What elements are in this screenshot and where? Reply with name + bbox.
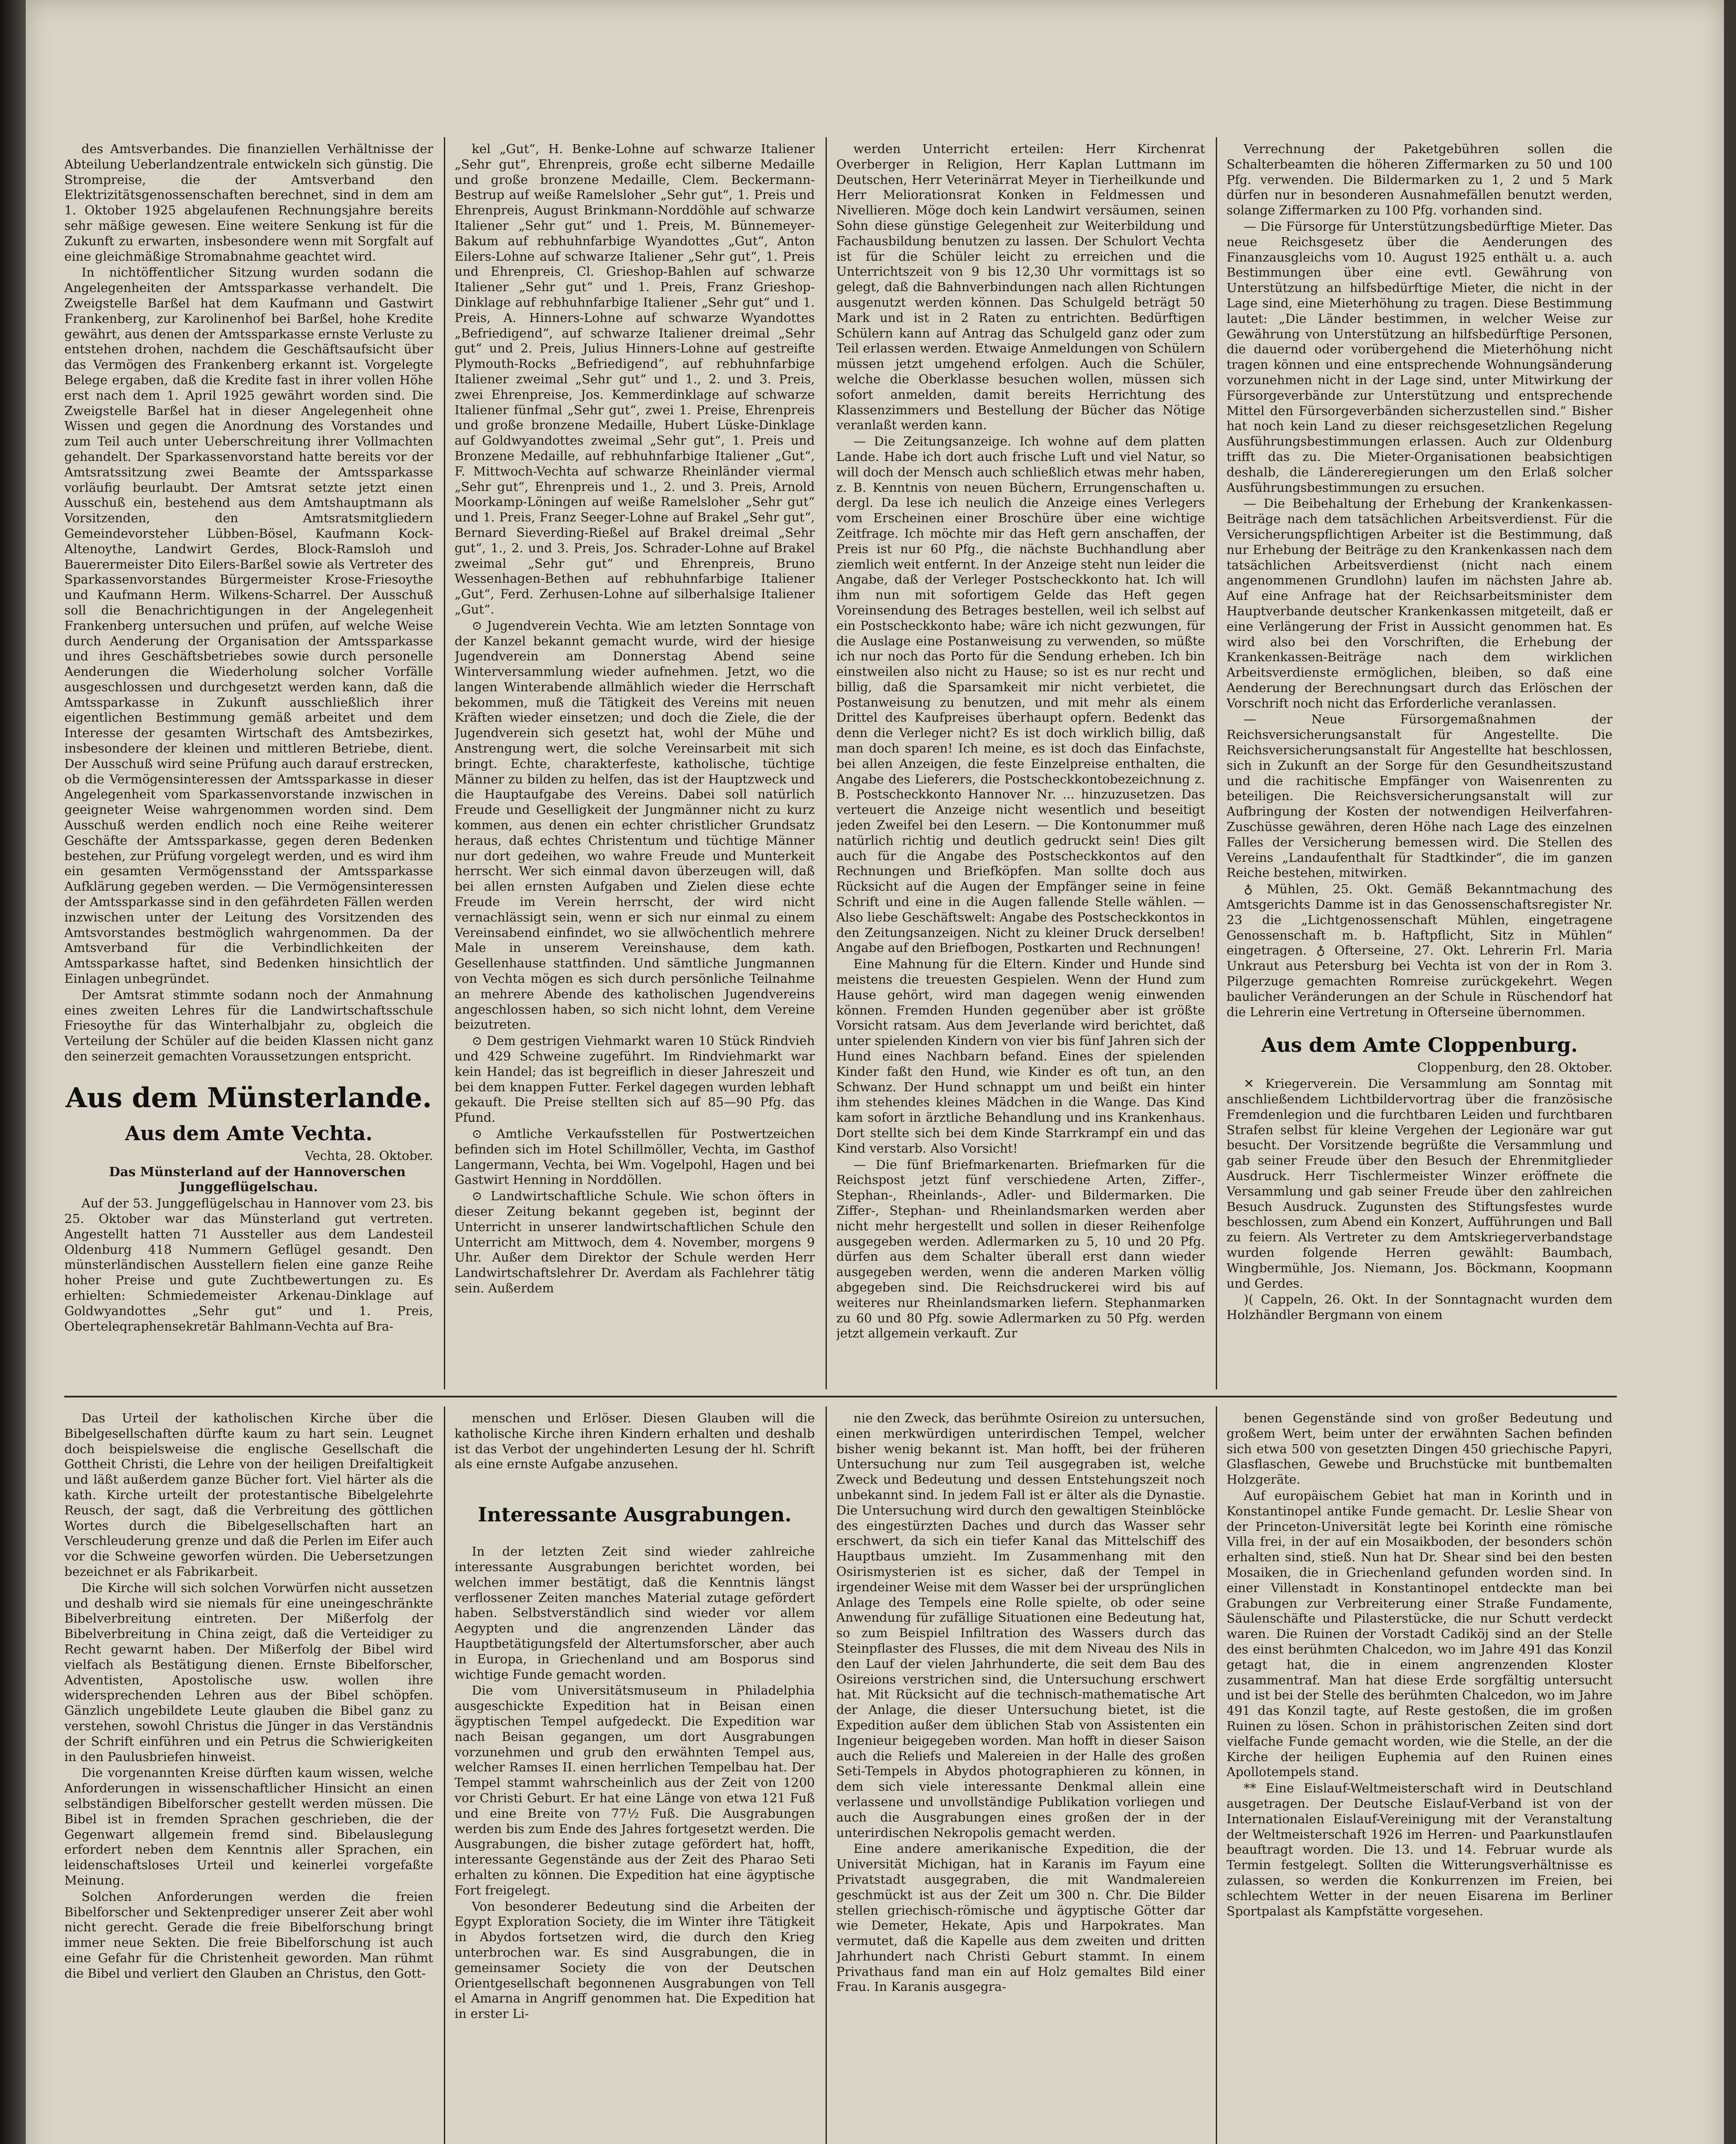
dateline: Vechta, 28. Oktober. (304, 1148, 433, 1163)
column-rule (826, 1406, 827, 2144)
paragraph: des Amtsverbandes. Die finanziellen Verhältnisse der Abteilung Ueberlandzentrale entwickeln sich günstig. Die Strompreise, die der Amtsverband den Elektrizitätsgenossenschaften berechnet, sind in dem am 1. Oktober 1925 abgelaufenen Rechnungsjahre bereits sehr mäßige gewesen. Eine weitere Senkung ist für die Zukunft zu erwarten, insbesondere wenn mit Sorgfalt auf eine gleichmäßige Stromabnahme geachtet wird. (64, 142, 433, 264)
column-4-lower (1227, 1411, 1612, 2144)
dateline: Cloppenburg, den 28. Oktober. (1417, 1060, 1612, 1075)
section-heading: Aus dem Münsterlande. (66, 1081, 432, 1114)
column-1-upper (64, 142, 433, 1385)
paragraph: ⊙ Jugendverein Vechta. Wie am letzten Sonntage von der Kanzel bekannt gemacht wurde, wird der hiesige Jugendverein am Donnerstag Abend seine Winterversammlung wieder aufnehmen. Jetzt, wo die langen Winterabende allmählich wieder die Herrschaft bekommen, muß die Tätigkeit des Vereins mit neuen Kräften wieder einsetzen; und doch die Ziele, die der Jugendverein sich gesetzt hat, wohl der Mühe und Anstrengung wert, die solche Vereinsarbeit mit sich bringt. Echte, charakterfeste, katholische, tüchtige Männer zu bilden zu helfen, das ist der Hauptzweck und die Hauptaufgabe des Vereins. Dabei soll natürlich Freude und Geselligkeit der Jungmänner nicht zu kurz kommen, aus denen ein echter christlicher Grundsatz heraus, daß echtes Christentum und tüchtige Männer nur dort gedeihen, wo wahre Freude und Munterkeit herrscht. Wer sich einmal davon überzeugen will, daß bei allen ernsten Aufgaben und Zielen diese echte Freude im Verein herrscht, der wird nicht vernachlässigt sein, wenn er sich nur einmal zu einem Vereinsabend einfindet, wo sie allwöchentlich mehrere Male in unserem Vereinshause, dem kath. Gesellenhause stattfinden. Und sämtliche Jungmannen von Vechta mögen es sich durch persönliche Teilnahme an mehrere Abende des katholischen Jugendvereins angeschlossen haben, so sich nicht lohnt, dem Vereine beizutreten. (455, 618, 815, 1032)
column-1-lower (64, 1411, 433, 2144)
paragraph: Die vom Universitätsmuseum in Philadelphia ausgeschickte Expedition hat in Beisan einen ägyptischen Tempel aufgedeckt. Die Expedition war nach Beisan gegangen, um dort Ausgrabungen vorzunehmen und grub den erwähnten Tempel aus, welcher Ramses II. einen herrlichen Tempelbau hat. Der Tempel stammt wahrscheinlich aus der Zeit von 1200 vor Christi Geburt. Er hat eine Länge von etwa 121 Fuß und eine Breite von 77½ Fuß. Die Ausgrabungen werden bis zum Ende des Jahres fortgesetzt werden. Die Ausgrabungen, die bisher zutage gefördert hat, hofft, interessante Gegenstände aus der Zeit des Pharao Seti erhalten zu können. Die Expedition hat eine ägyptische Fort freigelegt. (455, 1683, 815, 1897)
column-3-upper (836, 142, 1205, 1385)
paragraph: — Die Zeitungsanzeige. Ich wohne auf dem platten Lande. Habe ich dort auch frische Luft und viel Natur, so will doch der Mensch auch schließlich etwas mehr haben, z. B. Kenntnis von neuen Büchern, Errungenschaften u. dergl. Da lese ich neulich die Anzeige eines Verlegers vom Erscheinen einer Broschüre über eine wichtige Zeitfrage. Ich möchte mir das Heft gern anschaffen, der Preis ist nur 60 Pfg., die nächste Buchhandlung aber ziemlich weit entfernt. In der Anzeige steht nun leider die Angabe, daß der Verleger Postscheckkonto hat. Ich will ihm nun mit sofortigem Gelde das Heft gegen Voreinsendung des Betrages bestellen, weil ich selbst auf ein Postscheckkonto habe; wäre ich nicht gezwungen, für die Auslage eine Postanweisung zu verwenden, so müßte ich nur noch das Porto für die Sendung erheben. Ich bin einstweilen also nicht zu Hause; so ist es nur recht und billig, daß die Sparsamkeit mir nicht verbietet, die Postanweisung zu benutzen, und mit mehr als einem Drittel des Kaufpreises überhaupt opfern. Bedenkt das denn die Verleger nicht? Es ist doch wirklich billig, daß man doch sparen! Ich meine, es ist doch das Einfachste, bei allen Anzeigen, die feste Einzelpreise enthalten, die Angabe des Lieferers, die Postscheckkontobezeichnung z. B. Postscheckkonto Hannover Nr. ... hinzuzusetzen. Das verteuert die Anzeige nicht wesentlich und beseitigt jeden Zweifel bei den Lesern. — Die Kontonummer muß natürlich richtig und deutlich gedruckt sein! Dies gilt auch für die Angabe des Postscheckkontos auf den Rechnungen und Briefköpfen. Man sollte doch aus Rücksicht auf die Augen der Empfänger seine in feine Schrift und eine in die Augen fallende Stelle wählen. — Also liebe Geschäftswelt: Angabe des Postscheckkontos in den Zeitungsanzeigen. Nicht zu kleiner Druck derselben! Angabe auf den Briefbogen, Postkarten und Rechnungen! (836, 434, 1205, 955)
paragraph: In nichtöffentlicher Sitzung wurden sodann die Angelegenheiten der Amtssparkasse verhandelt. Die Zweigstelle Barßel hat dem Kaufmann und Gastwirt Frankenberg, zur Karolinenhof bei Barßel, hohe Kredite gewährt, aus denen der Amtssparkasse ernste Verluste zu entstehen drohen, nachdem die Geschäftsaufsicht über das Vermögen des Frankenberg erkannt ist. Vorgelegte Belege ergaben, daß die Kredite fast in ihrer vollen Höhe erst nach dem 1. April 1925 gewährt worden sind. Die Zweigstelle Barßel hat in dieser Angelegenheit ohne Wissen und gegen die Anordnung des Vorstandes und zum Teil auch unter Ueberschreitung ihrer Vollmachten gehandelt. Der Sparkassenvorstand hatte bereits vor der Amtsratssitzung zwei Beamte der Amtssparkasse vorläufig beurlaubt. Der Amtsrat setzte jetzt einen Ausschuß ein, bestehend aus dem Amtshauptmann als Vorsitzenden, den Amtsratsmitgliedern Gemeindevorsteher Lübben-Bösel, Kaufmann Kock-Altenoythe, Landwirt Gerdes, Block-Ramsloh und Bauerermeister Dito Eilers-Barßel sowie als Vertreter des Sparkassenvorstandes Bürgermeister Krose-Friesoythe und Kaufmann Herm. Wilkens-Scharrel. Der Ausschuß soll die Benachrichtigungen in der Angelegenheit Frankenberg untersuchen und prüfen, auf welche Weise durch Aenderung der Organisation der Amtssparkasse und ihres Geschäftsbetriebes sowie durch personelle Aenderungen die Wiederholung solcher Vorfälle ausgeschlossen und durchgesetzt werden kann, daß die Amtssparkasse in Zukunft ausschließlich ihrer eigentlichen Bestimmung gemäß arbeitet und dem Interesse der gesamten Wirtschaft des Amtsbezirkes, insbesondere der kleinen und mittleren Betriebe, dient. Der Ausschuß wird seine Prüfung auch darauf erstrecken, ob die Vermögensinteressen der Amtssparkasse in dieser Angelegenheit vom Sparkassenvorstande inzwischen in geeigneter Weise wahrgenommen worden sind. Dem Ausschuß werden endlich noch eine Reihe weiterer Geschäfte der Amtssparkasse, gegen deren Bedenken bestehen, zur Prüfung vorgelegt werden, und es wird ihm ein gesamten Vermögensstand der Amtssparkasse Aufklärung gegeben werden. — Die Vermögensinteressen der Amtssparkasse sind in den gefährdeten Fällen werden inzwischen unter der Leitung des Vorsitzenden des Amtsvorstandes bestmöglich wahrgenommen. Da der Amtsverband für die Verbindlichkeiten der Amtssparkasse haftet, sind Bedenken hinsichtlich der Einlagen unbegründet. (64, 265, 433, 986)
paragraph: Verrechnung der Paketgebühren sollen die Schalterbeamten die höheren Ziffermarken zu 50 und 100 Pfg. verwenden. Die Bildermarken zu 1, 2 und 5 Mark dürfen nur in besonderen Ausnahmefällen benutzt werden, solange Ziffermarken zu 100 Pfg. vorhanden sind. (1227, 142, 1612, 218)
column-2-lower (455, 1411, 815, 2144)
paragraph: ⊙ Landwirtschaftliche Schule. Wie schon öfters in dieser Zeitung bekannt gegeben ist, beginnt der Unterricht in unserer landwirtschaftlichen Schule den Unterricht am Mittwoch, dem 4. November, morgens 9 Uhr. Außer dem Direktor der Schule werden Herr Landwirtschaftslehrer Dr. Averdam als Fachlehrer tätig sein. Außerdem (455, 1189, 815, 1295)
paragraph: — Neue Fürsorgemaßnahmen der Reichsversicherungsanstalt für Angestellte. Die Reichsversicherungsanstalt für Angestellte hat beschlossen, sich in Zukunft an der Sorge für den Gesundheitszustand und die rachitische Empfänger von Waisenrenten zu beteiligen. Die Reichsversicherungsanstalt will zur Aufbringung der Kosten der notwendigen Heilverfahren-Zuschüsse gewähren, deren Höhe nach Lage des einzelnen Falles der Versicherung bemessen wird. Die Stellen des Vereins „Landaufenthalt für Stadtkinder“, die im ganzen Reiche bestehen, mitwirken. (1227, 712, 1612, 880)
paragraph: In der letzten Zeit sind wieder zahlreiche interessante Ausgrabungen berichtet worden, bei welchen immer bestätigt, daß die Kenntnis längst verflossener Zeiten manches Material zutage gefördert haben. Selbstverständlich sind wieder vor allem Aegypten und die angrenzenden Länder das Hauptbetätigungsfeld der Altertumsforscher, aber auch in Europa, in Griechenland und am Bosporus sind wichtige Funde gemacht worden. (455, 1544, 815, 1682)
paragraph: nie den Zweck, das berühmte Osireion zu untersuchen, einen merkwürdigen unterirdischen Tempel, welcher bisher wenig bekannt ist. Man hofft, bei der früheren Untersuchung nur zum Teil ausgegraben ist, welche Zweck und Bedeutung und dessen Entstehungszeit noch unbekannt sind. In jedem Fall ist er älter als die Dynastie. Die Untersuchung wird durch den gewaltigen Steinblöcke des eingestürzten Daches und durch das Wasser sehr erschwert, da sich ein tiefer Kanal das Mittelschiff des Hauptbaus umzieht. Im Zusammenhang mit den Osirismysterien ist es sicher, daß der Tempel in irgendeiner Weise mit dem Wasser bei der ursprünglichen Anlage des Tempels eine Rolle spielte, ob oder seine Anwendung für zufällige Situationen eine Bedeutung hat, so zum Beispiel Infiltration des Wassers durch das Steinpflaster des Flusses, die mit dem Niveau des Nils in den Lauf der vielen Jahrhunderte, die seit dem Bau des Osireions verstrichen sind, die Untersuchung erschwert hat. Mit Rücksicht auf die technisch-mathematische Art der Anlage, die dieser Untersuchung bietet, ist die Expedition außer dem üblichen Stab von Assistenten ein Ingenieur beigegeben worden. Man hofft in dieser Saison auch die Reliefs und Malereien in der Halle des großen Seti-Tempels in Abydos photographieren zu können, in dem sich viele interessante Denkmal allein eine verlassene und unvollständige Publikation vorliegen und auch die Ausgrabungen eines großen der in der unterirdischen Nekropolis gemacht werden. (836, 1411, 1205, 1840)
paragraph: ♁ Mühlen, 25. Okt. Gemäß Bekanntmachung des Amtsgerichts Damme ist in das Genossenschaftsregister Nr. 23 die „Lichtgenossenschaft Mühlen, eingetragene Genossenschaft m. b. Haftpflicht, Sitz in Mühlen“ eingetragen. ♁ Ofterseine, 27. Okt. Lehrerin Frl. Maria Unkraut aus Petersburg bei Vechta ist von der in Rom 3. Pilgerzuge gemachten Romreise zurückgekehrt. Wegen baulicher Veränderungen an der Schule in Rüschendorf hat die Lehrerin eine Vertretung in Ofterseine übernommen. (1227, 882, 1612, 1019)
section-subheading: Aus dem Amte Vechta. (125, 1121, 373, 1145)
paragraph: benen Gegenstände sind von großer Bedeutung und großem Wert, beim unter der erwähnten Sachen befinden sich etwa 500 von gesetzten Dingen 450 griechische Papyri, Glasflaschen, Gewebe und Bruchstücke mit buntbemalten Holzgeräte. (1227, 1411, 1612, 1487)
paragraph: ✕ Kriegerverein. Die Versammlung am Sonntag mit anschließendem Lichtbildervortrag über die französische Fremdenlegion und die furchtbaren Leiden und furchtbaren Strafen selbst für kleine Vergehen der Legionäre war gut besucht. Der Vorsitzende begrüßte die Versammlung und gab seiner Freude über den Besuch der Ehrenmitglieder Ausdruck. Herr Tischlermeister Winzer eröffnete die Versammlung und gab seiner Freude über den zahlreichen Besuch Ausdruck. Zugunsten des Stiftungsfestes wurde beschlossen, zum Abend ein Konzert, Aufführungen und Ball zu feiern. Als Vertreter zu dem Amtskriegerverbandstage wurden folgende Herren gewählt: Baumbach, Wingbermühle, Jos. Niemann, Jos. Böckmann, Koopmann und Gerdes. (1227, 1076, 1612, 1291)
paragraph: — Die Fürsorge für Unterstützungsbedürftige Mieter. Das neue Reichsgesetz über die Aenderungen des Finanzausgleichs vom 10. August 1925 enthält u. a. auch Bestimmungen über eine evtl. Gewährung von Unterstützung an hilfsbedürftige Mieter, die nicht in der Lage sind, eine Mieterhöhung zu tragen. Diese Bestimmung lautet: „Die Länder bestimmen, in welcher Weise zur Gewährung von Unterstützung an hilfsbedürftige Personen, die dauernd oder vorübergehend die Mieterhöhung nicht tragen können und eine entsprechende Wohnungsänderung vorzunehmen nicht in der Lage sind, unter Mitwirkung der Fürsorgeverbände zur Unterstützung und entsprechende Mittel den Fürsorgeverbänden sicherzustellen sind.“ Bisher hat noch kein Land zu dieser reichsgesetzlichen Regelung Ausführungsbestimmungen erlassen. Auch zur Oldenburg trifft das zu. Die Mieter-Organisationen beabsichtigen deshalb, die Ländereregierungen um den Erlaß solcher Ausführungsbestimmungen zu ersuchen. (1227, 219, 1612, 495)
paragraph: ⊙ Dem gestrigen Viehmarkt waren 10 Stück Rindvieh und 429 Schweine zugeführt. Im Rindviehmarkt war kein Handel; das ist begreiflich in dieser Jahreszeit und bei dem knappen Futter. Ferkel dagegen wurden lebhaft gekauft. Die Preise stellten sich auf 85—90 Pfg. das Pfund. (455, 1033, 815, 1125)
column-rule (1216, 1406, 1217, 2144)
paragraph: Eine Mahnung für die Eltern. Kinder und Hunde sind meistens die treuesten Gespielen. Wenn der Hund zum Hause gehört, wird man dagegen wenig einwenden können. Fremden Hunden gegenüber aber ist größte Vorsicht ratsam. Aus dem Jeverlande wird berichtet, daß unter spielenden Kindern von vier bis fünf Jahren sich der Hund eines Nachbarn befand. Eines der spielenden Kinder faßt den Hund, wie Kinder es oft tun, an den Schwanz. Der Hund schnappt um und beißt ein hinter ihm stehendes kleines Mädchen in die Wange. Das Kind kam sofort in ärztliche Behandlung und ins Krankenhaus. Dort stellte sich bei dem Kinde Starrkrampf ein und das Kind verstarb. Also Vorsicht! (836, 957, 1205, 1156)
paragraph: Auf europäischem Gebiet hat man in Korinth und in Konstantinopel antike Funde gemacht. Dr. Leslie Shear von der Princeton-Universität legte bei Korinth eine römische Villa frei, in der auf ein Mosaikboden, der besonders schön erhalten sind, stieß. Nun hat Dr. Shear sind bei den besten Mosaiken, die in Griechenland gefunden worden sind. In einer Villenstadt in Konstantinopel entdeckte man bei Grabungen zur Verbreiterung einer Straße Fundamente, Säulenschäfte und Pilasterstücke, die nur Schutt verdeckt waren. Die Ruinen der Vorstadt Cadiköj sind an der Stelle des einst berühmten Chalcedon, wo im Jahre 491 das Konzil getagt hat, die in einem angrenzenden Kloster zusammentraf. Man hat diese Erde sorgfältig untersucht und ist bei der Stelle des berühmten Chalcedon, wo im Jahre 491 das Konzil tagte, auf Reste gestoßen, die im großen Ruinen zu lösen. Schon in prähistorischen Zeiten sind dort vielfache Funde gemacht worden, wie die Stelle, an der die Kirche der heiligen Euphemia auf den Ruinen eines Apollotempels stand. (1227, 1488, 1612, 1780)
paragraph: Solchen Anforderungen werden die freien Bibelforscher und Sektenprediger unserer Zeit aber wohl nicht gerecht. Gerade die freie Bibelforschung bringt immer neue Sekten. Die freie Bibelforschung ist auch eine Gefahr für die Christenheit geworden. Man rühmt die Bibel und verliert den Glauben an Christus, den Gott- (64, 1889, 433, 1981)
paragraph: Eine andere amerikanische Expedition, die der Universität Michigan, hat in Karanis im Fayum eine Privatstadt ausgegraben, die mit Wandmalereien geschmückt ist aus der Zeit um 300 n. Chr. Die Bilder stellen griechisch-römische und ägyptische Götter dar wie Demeter, Hekate, Apis und Harpokrates. Man vermutet, daß die Kapelle aus dem zweiten und dritten Jahrhundert nach Christi Geburt stammt. In einem Privathaus fand man ein auf Holz gemaltes Bild einer Frau. In Karanis ausgegra- (836, 1841, 1205, 1994)
column-rule (826, 137, 827, 1389)
paragraph: Die Kirche will sich solchen Vorwürfen nicht aussetzen und deshalb wird sie niemals für eine uneingeschränkte Bibelverbreitung eintreten. Der Mißerfolg der Bibelverbreitung in China zeigt, daß die Verteidiger zu Recht gewarnt haben. Der Mißerfolg der Bibel wird vielfach als Bestätigung dienen. Ernste Bibelforscher, Adventisten, Apostolische usw. wollen ihre widersprechenden Lehren aus der Bibel schöpfen. Gänzlich ungebildete Leute glauben die Bibel ganz zu verstehen, sowohl Christus die Jünger in das Verständnis der Schrift einführen und ein Petrus die Schwierigkeiten in den Paulusbriefen hinweist. (64, 1580, 433, 1764)
paragraph: werden Unterricht erteilen: Herr Kirchenrat Overberger in Religion, Herr Kaplan Luttmann im Deutschen, Herr Veterinärrat Meyer in Tierheilkunde und Herr Meliorationsrat Konken in Feldmessen und Nivellieren. Möge doch kein Landwirt versäumen, seinen Sohn diese günstige Gelegenheit zur Weiterbildung und Fachausbildung benutzen zu lassen. Der Schulort Vechta ist für die Schüler leicht zu erreichen und die Unterrichtszeit von 9 bis 12,30 Uhr vormittags ist so gelegt, daß die Bahnverbindungen nach allen Richtungen ausgenutzt werden können. Das Schulgeld beträgt 50 Mark und ist in 2 Raten zu entrichten. Bedürftigen Schülern kann auf Antrag das Schulgeld ganz oder zum Teil erlassen werden. Etwaige Anmeldungen von Schülern müssen jetzt umgehend erfolgen. Auch die Schüler, welche die Oberklasse besuchen wollen, müssen sich sofort anmelden, damit bereits Herrichtung des Klassenzimmers und Bestellung der Bücher das Nötige veranlaßt werden kann. (836, 142, 1205, 433)
column-rule (444, 1406, 445, 2144)
paragraph: ⊙ Amtliche Verkaufsstellen für Postwertzeichen befinden sich im Hotel Schillmöller, Vechta, im Gasthof Langermann, Vechta, bei Wm. Vogelpohl, Hagen und bei Gastwirt Henning in Norddöllen. (455, 1126, 815, 1187)
paragraph: Die vorgenannten Kreise dürften kaum wissen, welche Anforderungen in wissenschaftlicher Hinsicht an einen selbständigen Bibelforscher gestellt werden müssen. Die Bibel ist in fremden Sprachen geschrieben, die der Gegenwart allgemein fremd sind. Bibelauslegung erfordert neben dem Kenntnis aller Sprachen, ein leidenschaftsloses Urteil und keinerlei vorgefaßte Meinung. (64, 1765, 433, 1888)
feuilleton-heading: Interessante Ausgrabungen. (478, 1503, 792, 1527)
column-2-upper (455, 142, 815, 1385)
paragraph: Der Amtsrat stimmte sodann noch der Anmahnung eines zweiten Lehres für die Landwirtschaftsschule Friesoythe für das Winterhalbjahr zu, obgleich die Verteilung der Schüler auf die beiden Klassen nicht ganz den seinerzeit gemachten Voraussetzungen entspricht. (64, 987, 433, 1064)
paragraph: menschen und Erlöser. Diesen Glauben will die katholische Kirche ihren Kindern erhalten und deshalb ist das Verbot der ungehinderten Lesung der hl. Schrift als eine ernste Aufgabe anzusehen. (455, 1411, 815, 1472)
section-heading: Aus dem Amte Cloppenburg. (1261, 1033, 1578, 1057)
paragraph: Von besonderer Bedeutung sind die Arbeiten der Egypt Exploration Society, die im Winter ihre Tätigkeit in Abydos fortsetzen wird, die durch den Krieg unterbrochen war. Es sind Ausgrabungen, die in gemeinsamer Society die von der Deutschen Orientgesellschaft begonnenen Ausgrabungen von Tell el Amarna in Angriff genommen hat. Die Expedition hat in erster Li- (455, 1899, 815, 2021)
article-heading: Das Münsterland auf der Hannoverschen Junggeflügelschau. (109, 1164, 406, 1195)
column-rule (1216, 137, 1217, 1389)
paragraph: — Die Beibehaltung der Erhebung der Krankenkassen-Beiträge nach dem tatsächlichen Arbeitsverdienst. Für die Versicherungspflichtigen Arbeiter ist die Bestimmung, daß nur Erhebung der Beiträge zu den Krankenkassen nach dem tatsächlichen Arbeitsverdienst (nicht nach einem angenommenen Grundlohn) laufen im nächsten Jahre ab. Auf eine Anfrage hat der Reichsarbeitsminister dem Hauptverbande deutscher Krankenkassen mitgeteilt, daß er eine Verlängerung der Frist in Aussicht genommen hat. Es wird also bei den Vorschriften, die Erhebung der Krankenkassen-Beiträge nach dem wirklichen Arbeitsverdienste ermöglichen, bleiben, so daß eine Aenderung der Berechnungsart durch das Erlöschen der Vorschrift noch nicht das Erforderliche veranlassen. (1227, 496, 1612, 711)
paragraph: Auf der 53. Junggeflügelschau in Hannover vom 23. bis 25. Oktober war das Münsterland gut vertreten. Angestellt hatten 71 Aussteller aus dem Landesteil Oldenburg 418 Nummern Geflügel gesandt. Den münsterländischen Ausstellern fielen eine ganze Reihe hoher Preise und gute Zuchtbewertungen zu. Es erhielten: Schmiedemeister Arkenau-Dinklage auf Goldwyandottes „Sehr gut“ und 1. Preis, Oberteleqraphensekretär Bahlmann-Vechta auf Bra- (64, 1196, 433, 1334)
paragraph: Das Urteil der katholischen Kirche über die Bibelgesellschaften dürfte kaum zu hart sein. Leugnet doch beispielsweise die englische Gesellschaft die Gottheit Christi, die Lehre von der heiligen Dreifaltigkeit und läßt außerdem ganze Bücher fort. Viel härter als die kath. Kirche urteilt der protestantische Bibelgelehrte Reusch, der sagt, daß die Verbreitung des göttlichen Wortes durch die Bibelgesellschaften hart an Verschleuderung grenze und daß die Perlen im Eifer auch vor die Schweine geworfen würden. Die Uebersetzungen bezeichnet er als Fabrikarbeit. (64, 1411, 433, 1579)
column-rule (444, 137, 445, 1389)
section-divider (64, 1396, 1617, 1397)
column-4-upper (1227, 142, 1612, 1385)
newspaper-page (26, 0, 1724, 2144)
paragraph: kel „Gut“, H. Benke-Lohne auf schwarze Italiener „Sehr gut“, Ehrenpreis, große echt silberne Medaille und große bronzene Medaille, Clem. Beckermann-Bestrup auf weiße Ramelsloher „Sehr gut“, 1. Preis und Ehrenpreis, August Brinkmann-Norddöhle auf schwarze Italiener „Sehr gut“ und 1. Preis, M. Bünnemeyer-Bakum auf rebhuhnfarbige Wyandottes „Gut“, Anton Eilers-Lohne auf schwarze Italiener „Sehr gut“, 1. Preis und Ehrenpreis, Cl. Grieshop-Bahlen auf schwarze Italiener „Sehr gut“ und 1. Preis, Franz Grieshop-Dinklage auf rebhuhnfarbige Italiener „Sehr gut“ und 1. Preis, A. Hinners-Lohne auf schwarze Wyandottes „Befriedigend“, auf schwarze Italiener dreimal „Sehr gut“ und 2. Preis, Julius Hinners-Lohne auf gestreifte Plymouth-Rocks „Befriedigend“, auf rebhuhnfarbige Italiener zweimal „Sehr gut“ und 1., 2. und 3. Preis, zwei Ehrenpreise, Jos. Kemmerdinklage auf schwarze Italiener fünfmal „Sehr gut“, zwei 1. Preise, Ehrenpreis und große bronzene Medaille, Hubert Lüske-Dinklage auf Goldwyandottes zweimal „Sehr gut“, 1. Preis und Bronzene Medaille, auf rebhuhnfarbige Italiener „Gut“, F. Mittwoch-Vechta auf schwarze Rheinländer viermal „Sehr gut“, Ehrenpreis und 1., 2. und 3. Preis, Arnold Moorkamp-Löningen auf weiße Ramelsloher „Sehr gut“ und 1. Preis, Franz Seeger-Lohne auf Brakel „Sehr gut“, Bernard Sieverding-Rießel auf Brakel dreimal „Sehr gut“, 1., 2. und 3. Preis, Jos. Schrader-Lohne auf Brakel zweimal „Sehr gut“ und Ehrenpreis, Bruno Wessenhagen-Bethen auf rebhuhnfarbige Italiener „Gut“, Ferd. Zerhusen-Lohne auf silberhalsige Italiener „Gut“. (455, 142, 815, 617)
paragraph: — Die fünf Briefmarkenarten. Briefmarken für die Reichspost jetzt fünf verschiedene Arten, Ziffer-, Stephan-, Rheinlands-, Adler- und Bildermarken. Die Ziffer-, Stephan- und Rheinlandsmarken werden aber nicht mehr hergestellt und sollen in dieser Reihenfolge ausgegeben werden. Adlermarken zu 5, 10 und 20 Pfg. dürfen aus dem Schalter überall erst dann wieder ausgegeben werden, wenn die anderen Marken völlig abgegeben sind. Die Reichsdruckerei wird bis auf weiteres nur Rheinlandsmarken liefern. Stephanmarken zu 60 und 80 Pfg. sowie Adlermarken zu 50 Pfg. werden jetzt allgemein verkauft. Zur (836, 1157, 1205, 1341)
paragraph: )( Cappeln, 26. Okt. In der Sonntagnacht wurden dem Holzhändler Bergmann von einem (1227, 1292, 1612, 1322)
paragraph: ** Eine Eislauf-Weltmeisterschaft wird in Deutschland ausgetragen. Der Deutsche Eislauf-Verband ist von der Internationalen Eislauf-Vereinigung mit der Veranstaltung der Weltmeisterschaft 1926 im Herren- und Paarkunstlaufen beauftragt worden. Die 13. und 14. Februar wurde als Termin festgelegt. Sollten die Witterungsverhältnisse es zulassen, so werden die Konkurrenzen im Freien, bei schlechtem Wetter in der neuen Eisarena im Berliner Sportpalast als Kampfstätte vorgesehen. (1227, 1781, 1612, 1918)
column-3-lower (836, 1411, 1205, 2144)
